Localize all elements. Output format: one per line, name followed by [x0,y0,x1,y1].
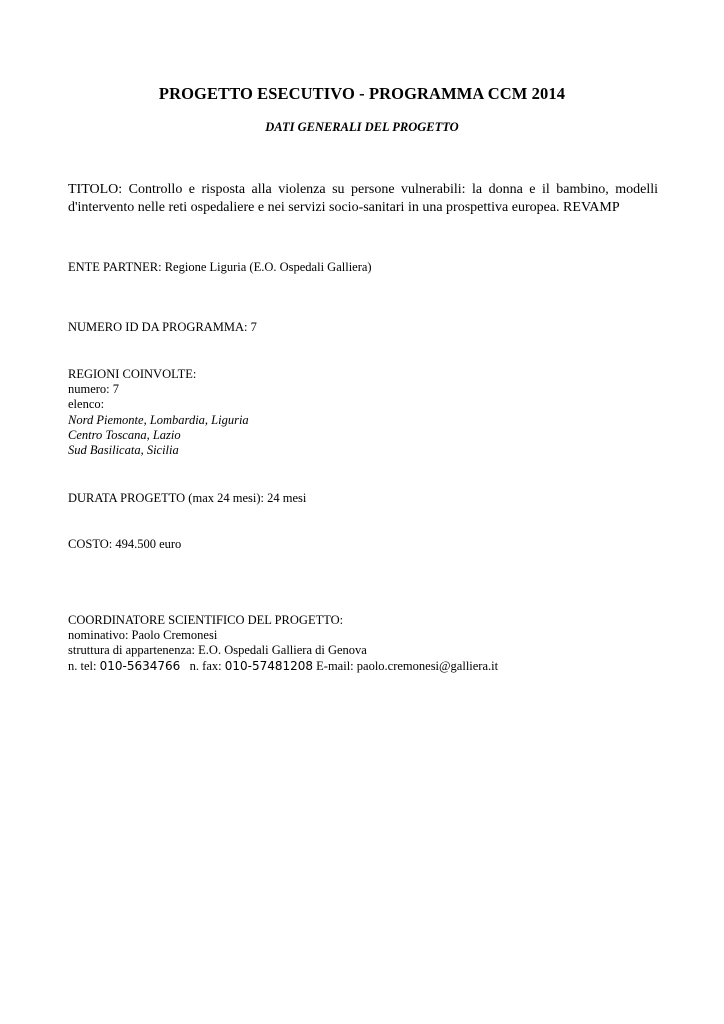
tel-value: 010-5634766 [99,658,181,673]
regioni-elenco-label: elenco: [68,397,105,412]
regioni-numero: numero: 7 [68,382,120,397]
regioni-elenco-item: Nord Piemonte, Lombardia, Liguria [68,412,249,427]
fax-label: n. fax: [180,658,225,673]
ente-partner: ENTE PARTNER: Regione Liguria (E.O. Ospedali Galliera) [68,260,372,274]
email-text: E-mail: paolo.cremonesi@galliera.it [313,658,499,673]
coordinatore-nominativo: nominativo: Paolo Cremonesi [68,628,218,643]
regioni-elenco-item: Sud Basilicata, Sicilia [68,443,179,458]
tel-label: n. tel: [68,658,100,673]
document-title: PROGETTO ESECUTIVO - PROGRAMMA CCM 2014 [158,84,566,103]
document-subtitle: DATI GENERALI DEL PROGETTO [265,120,459,134]
coordinatore-struttura: struttura di appartenenza: E.O. Ospedali Galliera di Genova [68,643,367,658]
coordinatore-heading: COORDINATORE SCIENTIFICO DEL PROGETTO: [68,613,344,627]
durata-progetto: DURATA PROGETTO (max 24 mesi): 24 mesi [68,491,307,505]
coordinatore-section [68,613,498,674]
costo: COSTO: 494.500 euro [68,537,182,551]
titolo-section [68,181,658,216]
titolo-line-2: d'intervento nelle reti ospedaliere e nei servizi socio-sanitari in una prospettiva europea. REVAMP [68,199,620,215]
regioni-section [68,367,249,458]
coordinatore-contatti [68,659,498,674]
regioni-elenco-item: Centro Toscana, Lazio [68,427,181,442]
regioni-heading: REGIONI COINVOLTE: [68,367,197,381]
fax-value: 010-57481208 [224,658,314,673]
numero-id: NUMERO ID DA PROGRAMMA: 7 [68,320,257,334]
titolo-line-1: TITOLO: Controllo e risposta alla violenza su persone vulnerabili: la donna e il bambino, modelli [68,182,658,197]
